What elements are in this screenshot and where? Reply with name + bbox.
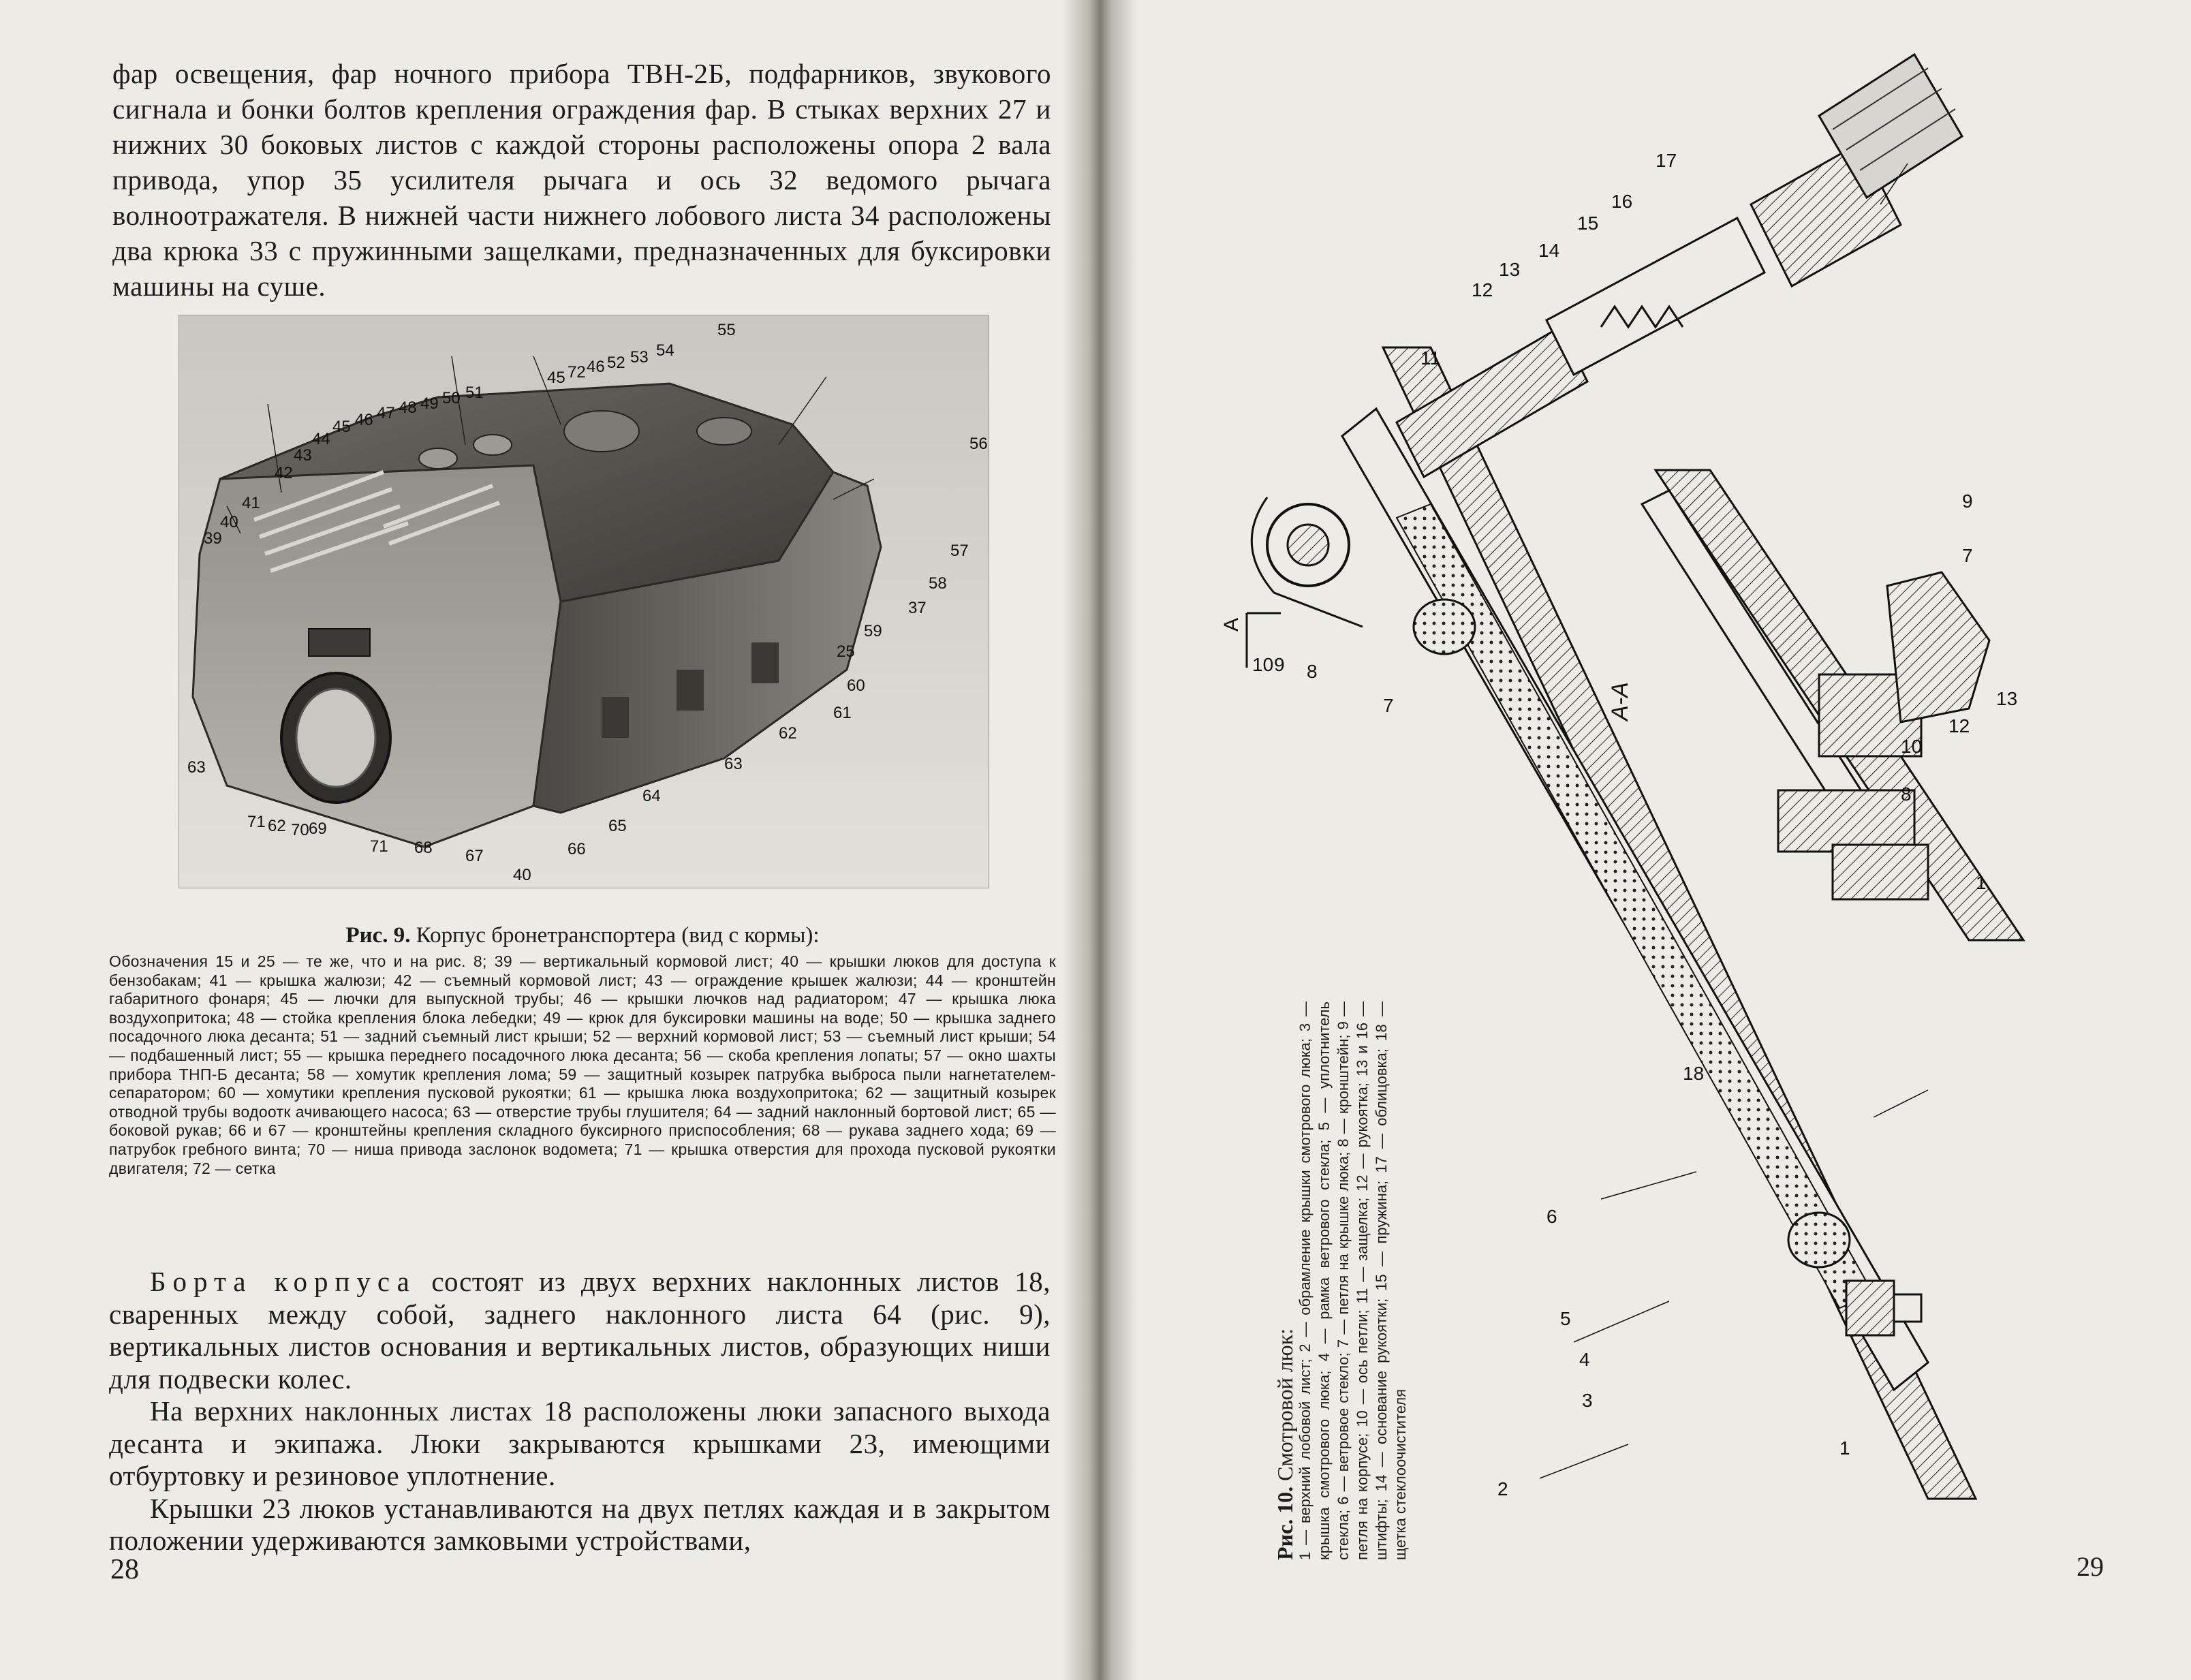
callout: 5 — [1560, 1308, 1571, 1329]
callout: 60 — [847, 676, 865, 695]
top-paragraph-text: фар освещения, фар ночного прибора ТВН-2Б, подфарников, звукового сигнала и бонки болтов крепления ограждения фар. В стыках верхних 27 и нижних 30 боковых листов с каждой стороны расположены опора 2 вала привода, упор 35 усилителя рычага и ось 32 ведомого рычага волноотражателя. В нижней части нижнего лобового листа 34 расположены два крюка 33 с пружинными защелками, предназначенных для буксировки машины на суше. — [112, 58, 1051, 302]
callout: 64 — [642, 787, 661, 805]
page-number-right: 29 — [2077, 1551, 2104, 1582]
callout: 68 — [414, 839, 433, 857]
callout: 3 — [1582, 1390, 1593, 1411]
callout: 12 — [1472, 279, 1493, 300]
body-paragraph-2: На верхних наклонных листах 18 расположены люки запасного выхода десанта и экипажа. Люки закрываются крышками 23, имеющими отбуртовку и резиновое уплотнение. — [109, 1395, 1051, 1491]
callout: 16 — [1611, 191, 1633, 212]
body-text — [109, 1266, 1051, 1557]
callout: 40 — [220, 513, 238, 531]
callout: 8 — [1307, 661, 1318, 682]
page-number-left: 28 — [110, 1554, 139, 1585]
callout: 13 — [1499, 259, 1521, 280]
callout: 71 — [247, 813, 266, 831]
figure-10-caption — [1274, 1001, 1410, 1560]
callout: 50 — [442, 389, 461, 407]
callout: 66 — [568, 840, 586, 858]
callout: 63 — [187, 758, 206, 777]
section-label: А-А — [1606, 682, 1633, 721]
callout: 12 — [1948, 715, 1970, 736]
callout: 72 — [568, 363, 586, 382]
callout: 9 — [1962, 491, 1973, 512]
callout: 15 — [1577, 213, 1599, 234]
callout: 43 — [294, 446, 312, 465]
figure-9-number: Рис. 9. — [345, 923, 411, 948]
callout: 4 — [1579, 1349, 1590, 1370]
callout: 56 — [969, 435, 988, 453]
callout: 45 — [547, 369, 565, 387]
callout: 52 — [607, 354, 625, 372]
callout: 1 — [1839, 1437, 1850, 1459]
callout: 57 — [950, 542, 969, 560]
figure-9-title — [109, 921, 1056, 950]
callout: 48 — [399, 399, 417, 417]
callout: 39 — [204, 529, 222, 548]
figure-9-photo — [178, 315, 989, 888]
callout: 17 — [1656, 150, 1677, 171]
callout: 46 — [355, 411, 373, 429]
callout: 10 — [1901, 736, 1923, 757]
callout: 44 — [312, 430, 330, 448]
callout: 2 — [1497, 1478, 1508, 1499]
figure-10-title — [1274, 1001, 1296, 1560]
book-gutter — [1063, 0, 1138, 1680]
callout: 6 — [1547, 1206, 1557, 1227]
section-lead: Борта корпуса — [150, 1266, 416, 1297]
callout: 51 — [465, 384, 484, 402]
body-paragraph-1-text: состоят из двух верхних наклонных листов 18, сваренных между собой, заднего наклонного листа 64 (рис. 9), вертикальных листов основания и вертикальных листов, образующих ниши для подвески колес. — [109, 1266, 1051, 1395]
callout: 18 — [1683, 1063, 1705, 1084]
callout: 45 — [332, 418, 351, 436]
figure-10-title-text: Смотровой люк: — [1273, 1328, 1297, 1481]
callout: 1 — [1976, 872, 1987, 893]
figure-9-caption — [109, 921, 1056, 1178]
callout: 61 — [833, 704, 852, 722]
callout: 9 — [1274, 654, 1285, 675]
figure-9-title-text: Корпус бронетранспортера (вид с кормы): — [416, 923, 820, 948]
top-paragraph — [112, 56, 1051, 304]
callout: 54 — [656, 341, 674, 360]
callout: 63 — [724, 755, 743, 773]
callout: 67 — [465, 847, 484, 865]
callout: 62 — [779, 724, 797, 743]
callout: 70 — [291, 821, 309, 839]
callout: 7 — [1962, 545, 1973, 566]
body-paragraph-1 — [109, 1266, 1051, 1395]
callout: 7 — [1383, 695, 1394, 716]
callout: 71 — [370, 837, 388, 856]
callout: 65 — [608, 817, 627, 835]
callout: 41 — [242, 494, 260, 512]
body-paragraph-3: Крышки 23 люков устанавливаются на двух петлях каждая и в закрытом положении удерживаются замковыми устройствами, — [109, 1492, 1051, 1556]
callout: 10 — [1252, 654, 1274, 675]
callout: 8 — [1901, 783, 1912, 805]
section-marker: А — [1220, 617, 1243, 632]
callout: 53 — [630, 348, 649, 367]
callout: 42 — [275, 464, 293, 482]
figure-10-number: Рис. 10. — [1273, 1486, 1297, 1560]
callout: 46 — [587, 358, 605, 376]
callout: 49 — [420, 394, 439, 413]
callout: 14 — [1538, 240, 1560, 261]
callout: 69 — [309, 820, 327, 838]
figure-10-legend: 1 — верхний лобовой лист; 2 — обрамление крышки смотрового люка; 3 — крышка смотрового люка; 4 — рамка ветрового стекла; 5 — уплотнитель стекла; 6 — ветровое стекло; 7 — петля на крышке люка; 8 — кронштейн; 9 — петля на корпусе; 10 — ось петли; 11 — защелка; 12 — рукоятка; 13 и 16 — штифты; 14 — основание рукоятки; 15 — пружина; 17 — облицовка; 18 — щетка стеклоочистителя — [1296, 1001, 1409, 1560]
callout: 47 — [377, 404, 395, 422]
callout: 11 — [1420, 347, 1441, 369]
callout: 62 — [268, 817, 286, 835]
callout: 59 — [864, 622, 882, 640]
callout: 25 — [837, 642, 855, 661]
callout: 37 — [908, 599, 927, 617]
callout: 13 — [1996, 688, 2018, 709]
callout: 40 — [513, 866, 531, 884]
callout: 55 — [717, 321, 736, 339]
callout: 58 — [929, 574, 947, 593]
figure-9-legend: Обозначения 15 и 25 — те же, что и на рис. 8; 39 — вертикальный кормовой лист; 40 — крышки люков для доступа к бензобакам; 41 — крышка жалюзи; 42 — съемный кормовой лист; 43 — ограждение крышек жалюзи; 44 — кронштейн габаритного фонаря; 45 — лючки для выпускной трубы; 46 — крышки лючков над радиатором; 47 — крышка люка воздухопритока; 48 — стойка крепления блока лебедки; 49 — крюк для буксировки машины на воде; 50 — крышка заднего посадочного люка десанта; 51 — задний съемный лист крыши; 52 — верхний кормовой лист; 53 — съемный лист крыши; 54 — подбашенный лист; 55 — крышка переднего посадочного люка десанта; 56 — скоба крепления лопаты; 57 — окно шахты прибора ТНП-Б десанта; 58 — хомутик крепления лома; 59 — защитный козырек патрубка выброса пыли нагнетателем-сепаратором; 60 — хомутики крепления пусковой рукоятки; 61 — крышка люка воздухопритока; 62 — защитный козырек отводной трубы водоотк ачивающего насоса; 63 — отверстие трубы глушителя; 64 — задний наклонный бортовой лист; 65 — боковой рукав; 66 и 67 — кронштейны крепления складного буксирного приспособления; 68 — рукава заднего хода; 69 — патрубок гребного винта; 70 — ниша привода заслонок водомета; 71 — крышка отверстия для прохода пусковой рукоятки двигателя; 72 — сетка — [109, 952, 1056, 1177]
